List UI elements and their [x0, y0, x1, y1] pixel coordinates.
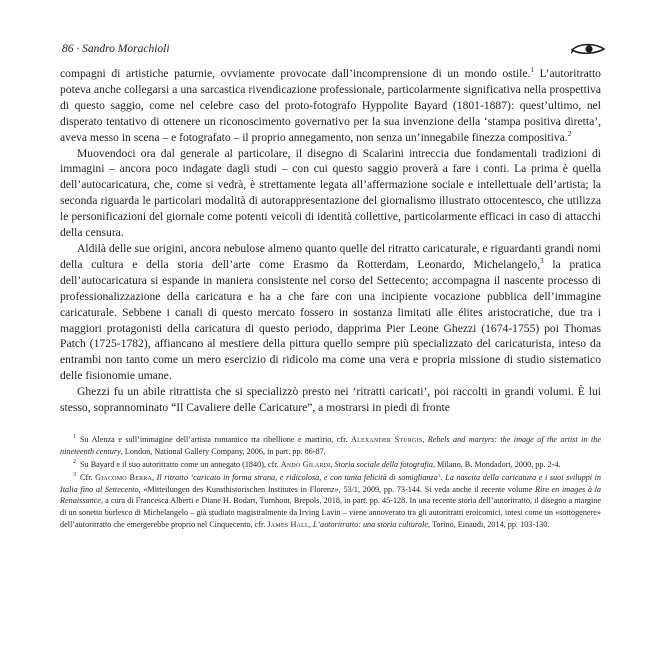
eye-icon [571, 42, 605, 56]
footnote: $^2$ Su Bayard e il suo autoritratto come un annegato (1840), cfr. Ando Gilardi, Storia sociale della fotografia, Milano, B. Mondadori, 2000, pp. 2-4. [73, 459, 561, 469]
paragraph: Muovendoci ora dal generale al particolare, il disegno di Scalarini intreccia due fondamentali tradizioni di immagini – ancora poco indagate dagli studi – con cui questo saggio proverà a fare i conti. La prima è quella dell’autocaricatura, che, come si vedrà, è strettamente legata all’affermazione sociale e intellettuale dell’artista; la seconda riguarda le particolari modalità di autorappresentazione del giornalismo illustrato ottocentesco, che utilizza le personificazioni del giornale come potenti veicoli di identità collettive, particolarmente efficaci in caso di attacchi della censura. [60, 146, 601, 240]
paragraph: Aldilà delle sue origini, ancora nebulose almeno quanto quelle del ritratto caricaturale, e riguardanti grandi nomi della cultura e della storia dell’arte come Erasmo da Rotterdam, Leonardo, Michelangelo,$^3$ la pratica dell’autocaricatura si espande in maniera consistente nel corso del Settecento; accompagna il nascente processo di professionalizzazione della caricatura e ha a che fare con una incipiente vocazione pubblica dell’immagine caricaturale. Sebbene i canali di questo mercato fossero in sostanza limitati alle élites aristocratiche, due tra i maggiori protagonisti della caricatura di questo periodo, dapprima Pier Leone Ghezzi (1674-1755) poi Thomas Patch (1725-1782), affiancano al mestiere della pittura quello sempre più specializzato del caricaturista, inteso da entrambi non tanto come un mero esercizio di ridicolo ma come una vera e propria missione di studio sistematico delle fisionomie umane. [60, 241, 601, 383]
main-text [60, 66, 601, 416]
book-page [60, 38, 601, 532]
running-head: 86 · Sandro Morachioli [62, 43, 170, 55]
footnote-ref: 3 [540, 257, 544, 266]
footnotes [60, 434, 601, 531]
paragraph: Ghezzi fu un abile ritrattista che si specializzò presto nei ‘ritratti caricati’, poi raccolti in grandi volumi. È lui stesso, soprannominato “Il Cavaliere delle Caricature”, a mostrarsi in piedi di fronte [60, 385, 601, 415]
footnote: $^1$ Su Alenza e sull’immagine dell’artista romantico tra ribellione e martirio, cfr. Alexander Sturgis, Rebels and martyrs: the image of the artist in the nineteenth century, London, National Gallery Company, 2006, in part. pp. 86-87. [60, 434, 601, 456]
paragraph: compagni di artistiche paturnie, ovviamente provocate dall’incomprensione di un mondo ostile.$^1$ L’autoritratto poteva anche collegarsi a una sarcastica rivendicazione professionale, particolarmente significativa nella prospettiva di questo saggio, come nel celebre caso del proto-fotografo Hyppolite Bayard (1801-1887): quest’ultimo, nel disperato tentativo di ottenere un riconoscimento governativo per la sua invenzione della ‘stampa positiva diretta’, aveva messo in scena – e fotografato – il proprio annegamento, non senza un’innegabile finezza compositiva.$^2$ [60, 66, 601, 144]
page-header [60, 38, 601, 56]
footnote-ref: 2 [567, 129, 572, 138]
footnote: $^3$ Cfr. Giacomo Berra, Il ritratto ‘caricato in forma strana, e ridicolosa, e con tanta felicità di somiglianza’. La nascita della caricatura e i suoi sviluppi in Italia fino al Settecento, «Mitteilungen des Kunsthistorischen Institutes in Florenz», 53/1, 2009, pp. 73-144. Si veda anche il recente volume Rire en images à la Renaissance, a cura di Francesca Alberti e Diane H. Bodart, Turnhout, Brepols, 2018, in part. pp. 45-128. In una recente storia dell’autoritratto, il disegno a margine di un sonetto burlesco di Michelangelo – già studiato magistralmente da Irving Lavin – viene annoverato tra gli autoritratti eroicomici, intesi come un «sottogenere» dell’autoritratto che emergerebbe proprio nel Cinquecento, cfr. James Hall, L’autoritratto: una storia culturale, Torino, Einaudi, 2014, pp. 103-130. [60, 471, 601, 530]
footnote-ref: 1 [530, 66, 534, 75]
